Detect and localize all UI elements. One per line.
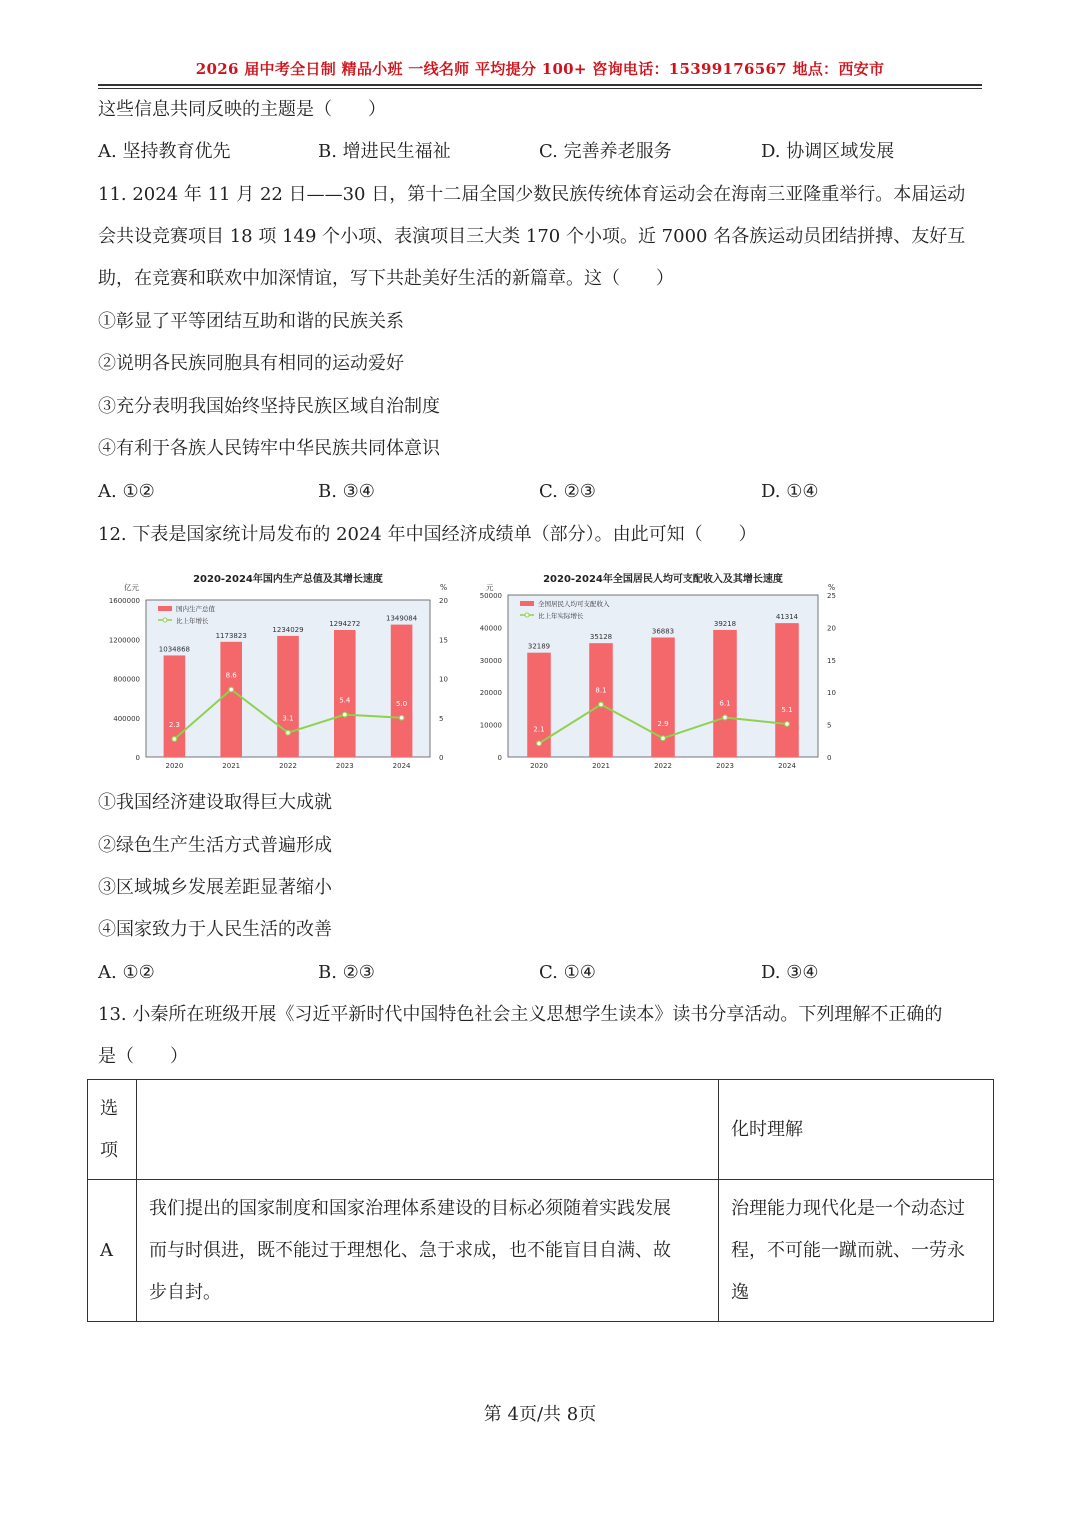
header-option-bottom: 项 — [100, 1139, 118, 1161]
bar-value-label: 41314 — [775, 613, 799, 622]
bar-value-label: 1034868 — [158, 645, 190, 654]
growth-point — [661, 736, 666, 741]
q13-stem-line-1: 13. 小秦所在班级开展《习近平新时代中国特色社会主义思想学生读本》读书分享活动。下列理解不正确的 — [98, 1004, 943, 1025]
left-tick-label: 1600000 — [108, 597, 140, 605]
bar-2021 — [220, 642, 242, 757]
growth-value-label: 8.1 — [595, 686, 607, 695]
header-rule-thin — [98, 88, 982, 89]
x-tick-label: 2022 — [279, 762, 297, 770]
bar-value-label: 36883 — [651, 627, 675, 636]
bar-value-label: 1349084 — [386, 614, 418, 623]
chart-title: 2020-2024年全国居民人均可支配收入及其增长速度 — [543, 574, 783, 585]
header-option-top: 选 — [100, 1097, 118, 1119]
growth-value-label: 8.6 — [225, 671, 237, 680]
x-tick-label: 2023 — [335, 762, 354, 770]
x-tick-label: 2020 — [530, 762, 548, 770]
x-tick-label: 2020 — [165, 762, 184, 770]
q11-stem-line-3: 助，在竞赛和联欢中加深情谊，写下共赴美好生活的新篇章。这（ ） — [98, 268, 674, 289]
growth-value-label: 5.0 — [396, 699, 408, 708]
right-tick-label: 10 — [439, 675, 448, 684]
x-tick-label: 2023 — [716, 762, 734, 770]
q11-statement-4: ④有利于各族人民铸牢中华民族共同体意识 — [98, 438, 440, 459]
growth-point — [599, 702, 604, 707]
header-material-cell — [137, 1080, 719, 1180]
growth-value-label: 2.1 — [533, 725, 545, 734]
left-tick-label: 10000 — [479, 721, 502, 730]
right-tick-label: 25 — [827, 592, 836, 600]
right-tick-label: 15 — [439, 636, 448, 645]
q11-statement-1: ①彰显了平等团结互助和谐的民族关系 — [98, 311, 404, 332]
x-tick-label: 2024 — [392, 762, 411, 770]
q12-option-a[interactable]: A. ①② — [98, 962, 155, 983]
right-tick-label: 0 — [827, 754, 832, 762]
right-axis-unit: % — [440, 583, 448, 592]
header-option-cell — [88, 1080, 137, 1180]
q11-stem-line-2: 会共设竞赛项目 18 项 149 个小项、表演项目三大类 170 个小项。近 7000 名各族运动员团结拼搏、友好互 — [98, 226, 966, 247]
growth-point — [229, 687, 234, 692]
growth-value-label: 5.1 — [781, 705, 793, 714]
row-a-material-line-3: 步自封。 — [149, 1281, 221, 1303]
row-a-understanding-line-2: 程，不可能一蹴而就、一劳永 — [731, 1239, 965, 1261]
q11-option-a[interactable]: A. ①② — [98, 481, 155, 502]
bar-2024 — [391, 625, 413, 757]
q11-stem-line-1: 11. 2024 年 11 月 22 日——30 日，第十二届全国少数民族传统体育运动会在海南三亚隆重举行。本届运动 — [98, 184, 966, 205]
right-tick-label: 5 — [827, 721, 832, 730]
left-tick-label: 20000 — [479, 689, 502, 698]
left-tick-label: 0 — [135, 754, 140, 762]
bar-value-label: 35128 — [589, 633, 613, 642]
growth-point — [172, 737, 177, 742]
right-tick-label: 0 — [439, 754, 444, 762]
q10-option-c[interactable]: C. 完善养老服务 — [539, 141, 672, 162]
left-axis-unit: 亿元 — [124, 583, 139, 592]
left-tick-label: 30000 — [479, 656, 502, 665]
q10-option-b[interactable]: B. 增进民生福祉 — [318, 141, 451, 162]
growth-value-label: 2.9 — [657, 720, 669, 729]
growth-point — [286, 730, 291, 735]
x-tick-label: 2022 — [654, 762, 672, 770]
q12-option-d[interactable]: D. ③④ — [761, 962, 819, 983]
q13-table — [87, 1079, 994, 1322]
q13-stem-line-2: 是（ ） — [98, 1046, 188, 1067]
header-understanding-cell: 化时理解 — [719, 1080, 994, 1180]
income-chart — [476, 566, 838, 774]
row-a-understanding-line-3: 逸 — [731, 1281, 749, 1303]
row-a-label: A — [88, 1180, 137, 1322]
right-tick-label: 5 — [439, 714, 444, 723]
q10-option-a[interactable]: A. 坚持教育优先 — [98, 141, 231, 162]
q12-statement-2: ②绿色生产生活方式普遍形成 — [98, 835, 332, 856]
left-tick-label: 0 — [497, 754, 502, 762]
x-tick-label: 2024 — [778, 762, 796, 770]
growth-point — [537, 741, 542, 746]
left-tick-label: 400000 — [113, 714, 140, 723]
x-tick-label: 2021 — [592, 762, 610, 770]
growth-value-label: 3.1 — [282, 714, 294, 723]
legend-label-bar: 国内生产总值 — [176, 605, 215, 613]
legend-label-line: 比上年实际增长 — [538, 612, 584, 620]
q10-stem: 这些信息共同反映的主题是（ ） — [98, 99, 386, 120]
right-tick-label: 15 — [827, 656, 836, 665]
legend-label-line: 比上年增长 — [176, 617, 209, 625]
x-tick-label: 2021 — [222, 762, 241, 770]
row-a-material-line-2: 而与时俱进，既不能过于理想化、急于求成，也不能盲目自满、故 — [149, 1239, 671, 1261]
header-rule — [98, 84, 982, 86]
q12-option-c[interactable]: C. ①④ — [539, 962, 596, 983]
bar-2023 — [334, 630, 356, 757]
bar-2024 — [775, 623, 799, 757]
chart-title: 2020-2024年国内生产总值及其增长速度 — [193, 574, 383, 585]
right-tick-label: 20 — [827, 624, 836, 633]
gdp-chart — [98, 566, 470, 774]
growth-value-label: 2.3 — [168, 720, 180, 729]
left-tick-label: 50000 — [479, 592, 502, 600]
right-axis-unit: % — [828, 583, 836, 592]
growth-point — [723, 715, 728, 720]
growth-point — [399, 715, 404, 720]
legend-label-bar: 全国居民人均可支配收入 — [538, 600, 610, 608]
legend-swatch-bar — [520, 601, 534, 606]
left-tick-label: 800000 — [113, 675, 140, 684]
bar-2022 — [277, 636, 299, 757]
table-header-row — [88, 1080, 994, 1180]
q12-statement-4: ④国家致力于人民生活的改善 — [98, 919, 332, 940]
left-axis-unit: 元 — [486, 583, 494, 592]
bar-value-label: 1173823 — [215, 631, 247, 640]
q12-stem: 12. 下表是国家统计局发布的 2024 年中国经济成绩单（部分）。由此可知（ ） — [98, 524, 757, 545]
growth-value-label: 6.1 — [719, 699, 731, 708]
row-a-understanding — [719, 1180, 994, 1322]
q12-option-b[interactable]: B. ②③ — [318, 962, 375, 983]
bar-value-label: 39218 — [713, 619, 737, 628]
row-a-understanding-line-1: 治理能力现代化是一个动态过 — [731, 1197, 965, 1219]
growth-point — [342, 712, 347, 717]
q10-option-d[interactable]: D. 协调区域发展 — [761, 141, 895, 162]
q11-option-b[interactable]: B. ③④ — [318, 481, 375, 502]
bar-2021 — [589, 643, 613, 757]
row-a-material-line-1: 我们提出的国家制度和国家治理体系建设的目标必须随着实践发展 — [149, 1197, 671, 1219]
left-tick-label: 40000 — [479, 624, 502, 633]
q11-statement-2: ②说明各民族同胞具有相同的运动爱好 — [98, 353, 404, 374]
bar-2023 — [713, 630, 737, 757]
growth-point — [785, 722, 790, 727]
q12-statement-3: ③区域城乡发展差距显著缩小 — [98, 877, 332, 898]
growth-value-label: 5.4 — [339, 696, 351, 705]
legend-swatch-bar — [158, 606, 172, 611]
q11-option-d[interactable]: D. ①④ — [761, 481, 819, 502]
row-a-material — [137, 1180, 719, 1322]
bar-value-label: 32189 — [527, 642, 551, 651]
right-tick-label: 10 — [827, 689, 836, 698]
q11-statement-3: ③充分表明我国始终坚持民族区域自治制度 — [98, 396, 440, 417]
q12-statement-1: ①我国经济建设取得巨大成就 — [98, 792, 332, 813]
bar-value-label: 1294272 — [329, 619, 361, 628]
right-tick-label: 20 — [439, 597, 448, 605]
page-header-banner: 2026 届中考全日制 精品小班 一线名师 平均提分 100+ 咨询电话：15399176567 地点：西安市 — [195, 60, 885, 78]
table-row-a — [88, 1180, 994, 1322]
q11-option-c[interactable]: C. ②③ — [539, 481, 596, 502]
page-number: 第 4页/共 8页 — [483, 1404, 597, 1425]
legend-swatch-point — [525, 613, 529, 617]
legend-swatch-point — [163, 618, 167, 622]
left-tick-label: 1200000 — [108, 636, 140, 645]
bar-value-label: 1234029 — [272, 625, 304, 634]
